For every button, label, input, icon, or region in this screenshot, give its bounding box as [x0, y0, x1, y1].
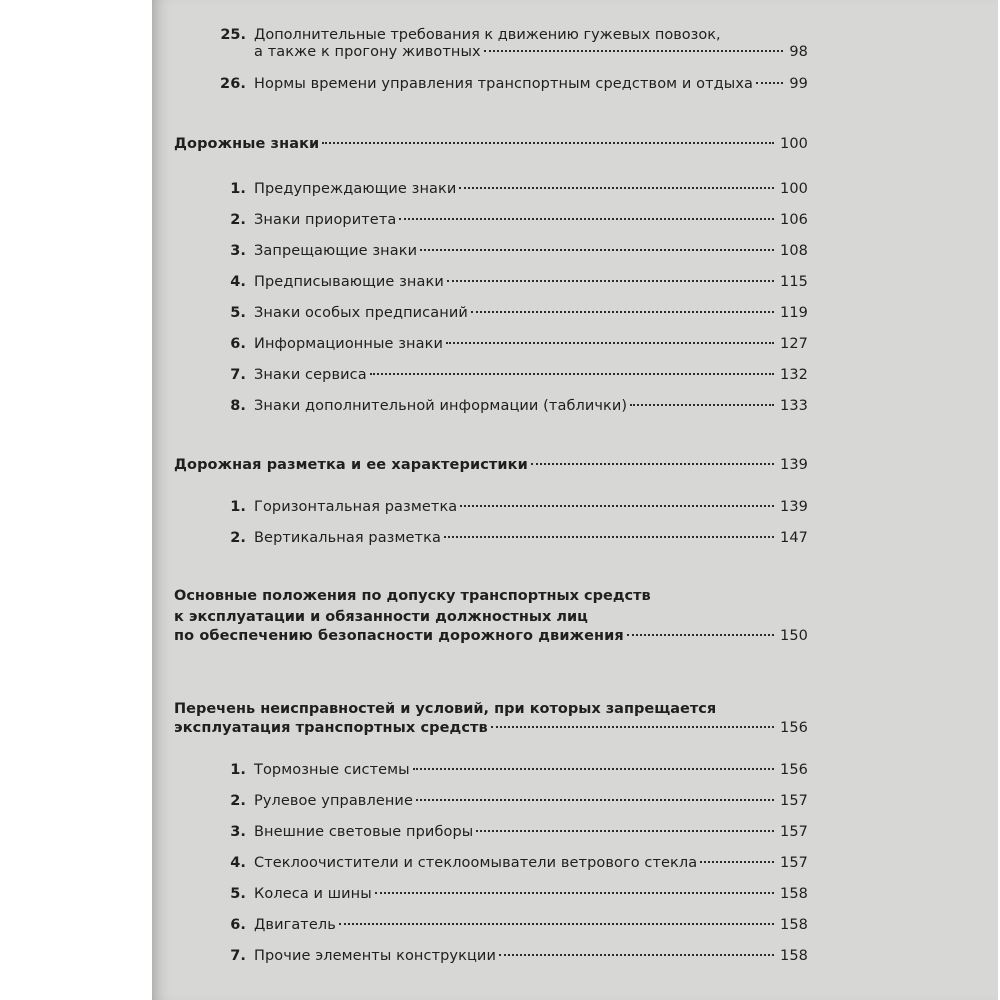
- dot-leader: [322, 142, 774, 144]
- dot-leader: [444, 536, 774, 538]
- toc-page-number: 150: [780, 628, 808, 644]
- toc-page-number: 156: [780, 762, 808, 778]
- toc-item-number: 3.: [230, 243, 246, 259]
- toc-page-number: 158: [780, 948, 808, 964]
- dot-leader: [339, 923, 774, 925]
- dot-leader: [459, 187, 774, 189]
- toc-page-number: 156: [780, 720, 808, 736]
- toc-item-number: 6.: [230, 917, 246, 933]
- toc-item-number: 7.: [230, 367, 246, 383]
- toc-item[interactable]: [214, 367, 808, 393]
- toc-item-number: 4.: [230, 855, 246, 871]
- toc-item[interactable]: [214, 530, 808, 556]
- toc-section-basic-provisions-text: [174, 586, 651, 628]
- dot-leader: [399, 218, 774, 220]
- toc-page-number: 115: [780, 274, 808, 290]
- dot-leader: [627, 634, 774, 636]
- toc-entry-25-text: [214, 25, 721, 46]
- toc-section-title-line1: Основные положения по допуску транспортных средств: [174, 588, 651, 604]
- dot-leader: [375, 892, 774, 894]
- toc-item[interactable]: [214, 274, 808, 300]
- toc-page-number: 119: [780, 305, 808, 321]
- toc-entry-title-line2: а также к прогону животных: [254, 44, 481, 60]
- toc-page-number: 133: [780, 398, 808, 414]
- dot-leader: [700, 861, 774, 863]
- toc-page-number: 100: [780, 181, 808, 197]
- toc-item-number: 4.: [230, 274, 246, 290]
- toc-page-number: 139: [780, 499, 808, 515]
- toc-item[interactable]: [214, 499, 808, 525]
- toc-page-number: 127: [780, 336, 808, 352]
- dot-leader: [630, 404, 774, 406]
- toc-item[interactable]: [214, 398, 808, 424]
- dot-leader: [416, 799, 774, 801]
- toc-item-title: Внешние световые приборы: [254, 824, 474, 840]
- toc-item-number: 2.: [230, 793, 246, 809]
- toc-item-number: 5.: [230, 886, 246, 902]
- toc-item-number: 6.: [230, 336, 246, 352]
- dot-leader: [460, 505, 774, 507]
- dot-leader: [447, 280, 774, 282]
- toc-item-title: Двигатель: [254, 917, 336, 933]
- toc-item-title: Прочие элементы конструкции: [254, 948, 496, 964]
- toc-section-title-line3: по обеспечению безопасности дорожного движения: [174, 628, 624, 644]
- toc-item[interactable]: [214, 824, 808, 850]
- toc-entry-number: 25.: [220, 27, 246, 43]
- dot-leader: [531, 463, 774, 465]
- toc-item[interactable]: [214, 948, 808, 974]
- toc-page-number: 132: [780, 367, 808, 383]
- toc-section-malfunctions[interactable]: [174, 720, 808, 746]
- toc-item-number: 8.: [230, 398, 246, 414]
- toc-section-title-line1: Перечень неисправностей и условий, при которых запрещается: [174, 701, 717, 717]
- toc-item[interactable]: [214, 793, 808, 819]
- dot-leader: [420, 249, 774, 251]
- dot-leader: [484, 50, 784, 52]
- dot-leader: [756, 82, 783, 84]
- toc-entry-number: 26.: [220, 76, 246, 92]
- toc-item[interactable]: [214, 855, 808, 881]
- toc-item[interactable]: [214, 305, 808, 331]
- toc-page-number: 158: [780, 886, 808, 902]
- dot-leader: [499, 954, 774, 956]
- toc-entry-26[interactable]: [214, 76, 808, 102]
- toc-page-number: 98: [789, 44, 808, 60]
- toc-item-title: Колеса и шины: [254, 886, 372, 902]
- toc-item-number: 2.: [230, 212, 246, 228]
- toc-item-title: Стеклоочистители и стеклоомыватели ветрового стекла: [254, 855, 698, 871]
- dot-leader: [370, 373, 774, 375]
- toc-item-number: 1.: [230, 762, 246, 778]
- toc-page-number: 106: [780, 212, 808, 228]
- toc-item-number: 7.: [230, 948, 246, 964]
- dot-leader: [413, 768, 774, 770]
- toc-page-number: 108: [780, 243, 808, 259]
- toc-section-road-signs[interactable]: [174, 136, 808, 162]
- dot-leader: [471, 311, 774, 313]
- toc-page-number: 157: [780, 855, 808, 871]
- toc-item[interactable]: [214, 762, 808, 788]
- toc-page-number: 158: [780, 917, 808, 933]
- toc-page-number: 147: [780, 530, 808, 546]
- toc-item-title: Знаки дополнительной информации (таблички): [254, 398, 628, 414]
- toc-item-number: 2.: [230, 530, 246, 546]
- toc-page-number: 99: [789, 76, 808, 92]
- toc-item-number: 1.: [230, 499, 246, 515]
- toc-item[interactable]: [214, 336, 808, 362]
- toc-page-number: 100: [780, 136, 808, 152]
- toc-item[interactable]: [214, 917, 808, 943]
- dot-leader: [476, 830, 774, 832]
- toc-section-basic-provisions[interactable]: [174, 628, 808, 654]
- toc-item-title: Запрещающие знаки: [254, 243, 418, 259]
- toc-page-number: 157: [780, 824, 808, 840]
- toc-item-number: 1.: [230, 181, 246, 197]
- toc-page-number: 139: [780, 457, 808, 473]
- dot-leader: [446, 342, 774, 344]
- toc-item-title: Информационные знаки: [254, 336, 443, 352]
- toc-item-title: Предупреждающие знаки: [254, 181, 457, 197]
- toc-item-title: Знаки сервиса: [254, 367, 367, 383]
- toc-entry-title: Нормы времени управления транспортным средством и отдыха: [254, 76, 754, 92]
- toc-item-title: Тормозные системы: [254, 762, 410, 778]
- toc-item-number: 3.: [230, 824, 246, 840]
- toc-page-number: 157: [780, 793, 808, 809]
- toc-item-title: Рулевое управление: [254, 793, 413, 809]
- toc-item[interactable]: [214, 212, 808, 238]
- toc-section-road-marking[interactable]: [174, 457, 808, 483]
- toc-item-title: Предписывающие знаки: [254, 274, 444, 290]
- toc-item-title: Знаки приоритета: [254, 212, 397, 228]
- toc-item[interactable]: [214, 181, 808, 207]
- toc-item[interactable]: [214, 243, 808, 269]
- toc-item-title: Горизонтальная разметка: [254, 499, 458, 515]
- toc-item-title: Знаки особых предписаний: [254, 305, 468, 321]
- toc-entry-25[interactable]: [254, 44, 808, 70]
- toc-section-title-line2: эксплуатация транспортных средств: [174, 720, 488, 736]
- toc-section-title: Дорожная разметка и ее характеристики: [174, 457, 528, 473]
- toc-section-title: Дорожные знаки: [174, 136, 320, 152]
- toc-item-title: Вертикальная разметка: [254, 530, 441, 546]
- dot-leader: [491, 726, 774, 728]
- toc-entry-title-line1: Дополнительные требования к движению гужевых повозок,: [254, 27, 721, 43]
- toc-section-title-line2: к эксплуатации и обязанности должностных лиц: [174, 609, 588, 625]
- toc-section-malfunctions-text: [174, 699, 716, 720]
- toc-item-number: 5.: [230, 305, 246, 321]
- toc-item[interactable]: [214, 886, 808, 912]
